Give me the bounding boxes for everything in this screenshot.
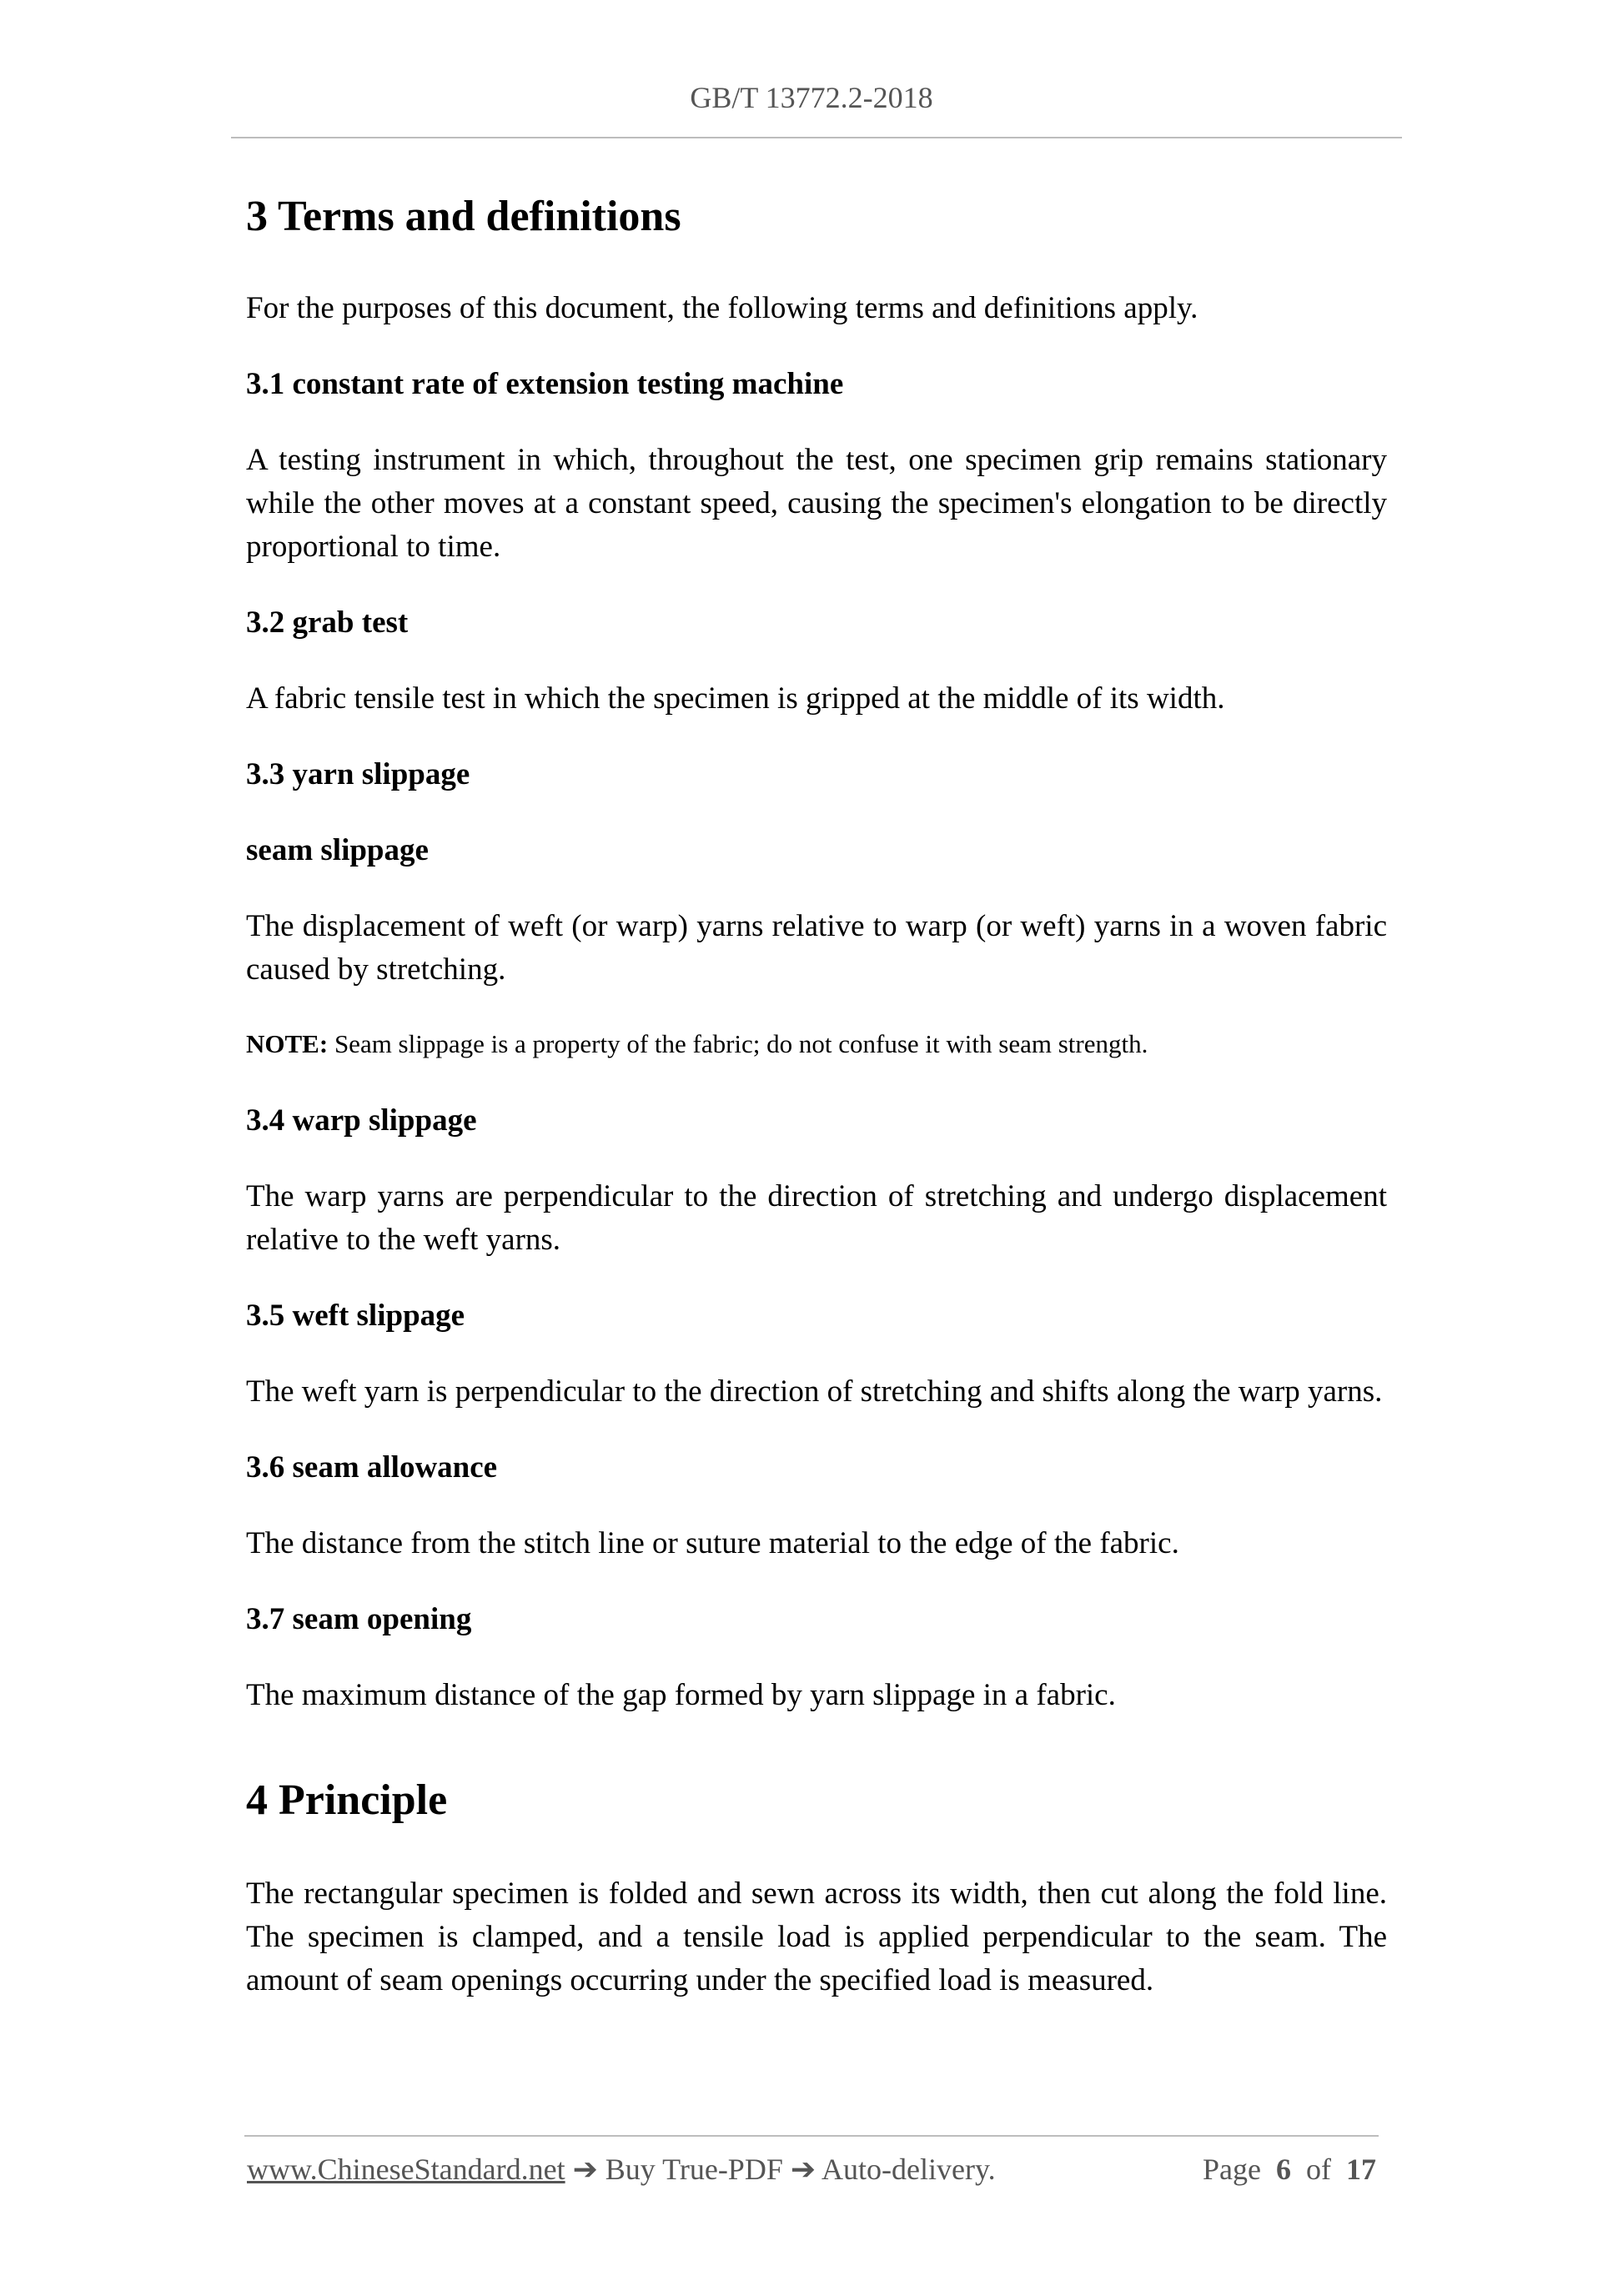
note-text: Seam slippage is a property of the fabric; do not confuse it with seam strength. <box>328 1029 1148 1058</box>
term-3-4-definition: The warp yarns are perpendicular to the direction of stretching and undergo displacement relative to the weft yarns. <box>246 1179 1387 1257</box>
term-3-3-note <box>246 1024 1387 1064</box>
page-indicator <box>1203 2152 1376 2187</box>
term-3-4-heading: 3.4 warp slippage <box>246 1103 477 1138</box>
term-3-7-heading: 3.7 seam opening <box>246 1602 472 1636</box>
term-3-5-heading: 3.5 weft slippage <box>246 1299 465 1333</box>
total-pages-number: 17 <box>1346 2153 1376 2186</box>
buy-true-pdf-text: Buy True-PDF <box>605 2153 783 2186</box>
term-3-7-definition: The maximum distance of the gap formed by yarn slippage in a fabric. <box>246 1678 1116 1712</box>
footer-divider <box>244 2135 1379 2137</box>
section-3-heading: 3 Terms and definitions <box>246 193 681 240</box>
section-4-body: The rectangular specimen is folded and sewn across its width, then cut along the fold line. The specimen is clamped, and a tensile load is applied perpendicular to the seam. The amount of seam openings occurring under the specified load is measured. <box>246 1876 1387 1997</box>
note-label: NOTE: <box>246 1029 329 1058</box>
header-divider <box>231 137 1402 138</box>
arrow-right-icon: ➔ <box>572 2153 598 2186</box>
term-3-3-alt-heading: seam slippage <box>246 833 429 867</box>
term-3-6-heading: 3.6 seam allowance <box>246 1450 498 1485</box>
auto-delivery-text: Auto-delivery. <box>822 2153 996 2186</box>
current-page-number: 6 <box>1276 2153 1291 2186</box>
footer-promo <box>247 2152 996 2187</box>
term-3-1-definition: A testing instrument in which, throughout the test, one specimen grip remains stationary while the other moves at a constant speed, causing the specimen's elongation to be directly proportional to time. <box>246 443 1387 564</box>
arrow-right-icon: ➔ <box>790 2153 817 2186</box>
website-link[interactable]: www.ChineseStandard.net <box>247 2153 565 2186</box>
section-4-heading: 4 Principle <box>246 1776 448 1824</box>
page-label: Page <box>1203 2153 1261 2186</box>
term-3-2-definition: A fabric tensile test in which the specimen is gripped at the middle of its width. <box>246 681 1225 716</box>
term-3-2-heading: 3.2 grab test <box>246 605 409 640</box>
document-id-header: GB/T 13772.2-2018 <box>690 81 933 114</box>
of-label: of <box>1306 2153 1331 2186</box>
page-content <box>246 182 1387 2002</box>
term-3-5-definition: The weft yarn is perpendicular to the direction of stretching and shifts along the warp yarns. <box>246 1374 1383 1409</box>
term-3-3-heading: 3.3 yarn slippage <box>246 757 470 791</box>
term-3-3-definition: The displacement of weft (or warp) yarns relative to warp (or weft) yarns in a woven fabric caused by stretching. <box>246 909 1387 987</box>
section-3-intro: For the purposes of this document, the following terms and definitions apply. <box>246 291 1198 325</box>
term-3-6-definition: The distance from the stitch line or suture material to the edge of the fabric. <box>246 1526 1179 1560</box>
term-3-1-heading: 3.1 constant rate of extension testing machine <box>246 367 844 401</box>
